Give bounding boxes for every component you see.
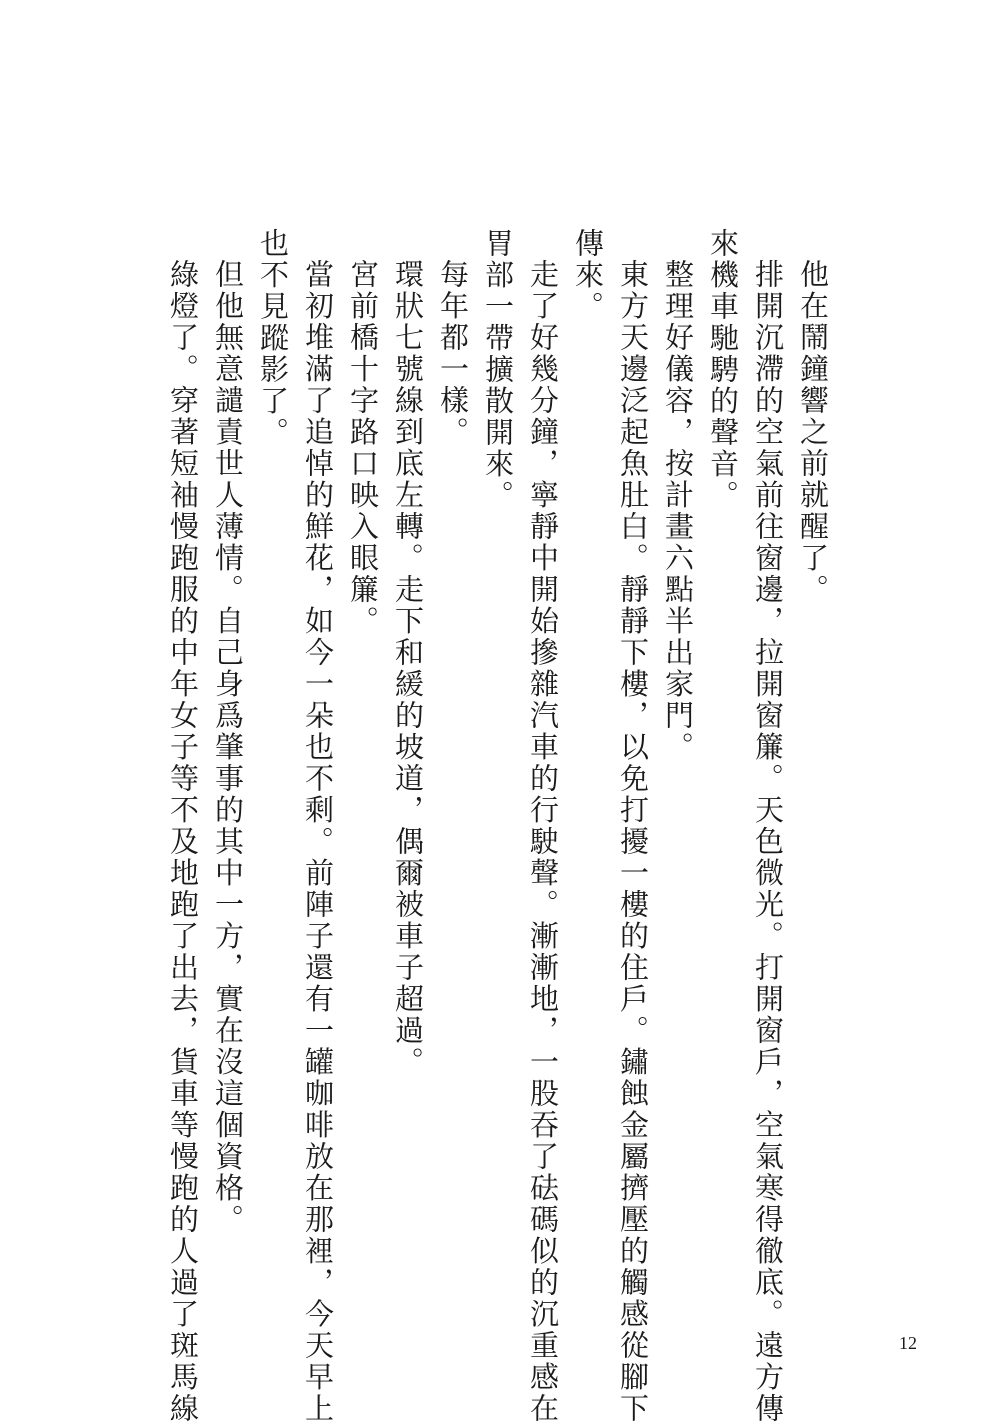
text-line-2: 排開沉滯的空氣前往窗邊，拉開窗簾。天色微光。打開窗戶，空氣寒得徹底。遠方傳 [751, 259, 785, 1425]
text-line-3: 來機車馳騁的聲音。 [706, 228, 740, 512]
text-line-4: 整理好儀容，按計畫六點半出家門。 [661, 259, 695, 763]
text-line-13: 也不見蹤影了。 [256, 228, 290, 449]
text-line-9: 每年都一樣。 [436, 259, 470, 448]
vertical-text-body [166, 228, 832, 1425]
text-line-5: 東方天邊泛起魚肚白。靜靜下樓，以免打擾一樓的住戶。鏽蝕金屬擠壓的觸感從腳下 [616, 259, 650, 1425]
text-line-15: 綠燈了。穿著短袖慢跑服的中年女子等不及地跑了出去，貨車等慢跑的人過了斑馬線 [166, 259, 200, 1425]
text-line-7: 走了好幾分鐘，寧靜中開始摻雜汽車的行駛聲。漸漸地，一股吞了砝碼似的沉重感在 [526, 259, 560, 1425]
text-line-12: 當初堆滿了追悼的鮮花，如今一朵也不剩。前陣子還有一罐咖啡放在那裡，今天早上 [301, 259, 335, 1425]
text-line-11: 宮前橋十字路口映入眼簾。 [346, 259, 380, 637]
text-line-6: 傳來。 [571, 228, 605, 323]
text-line-8: 胃部一帶擴散開來。 [481, 228, 515, 512]
page-number: 12 [899, 1333, 917, 1353]
text-line-1: 他在鬧鐘響之前就醒了。 [796, 259, 830, 606]
text-line-10: 環狀七號線到底左轉。走下和緩的坡道，偶爾被車子超過。 [391, 259, 425, 1078]
text-line-14: 但他無意譴責世人薄情。自己身爲肇事的其中一方，實在沒這個資格。 [211, 259, 245, 1236]
